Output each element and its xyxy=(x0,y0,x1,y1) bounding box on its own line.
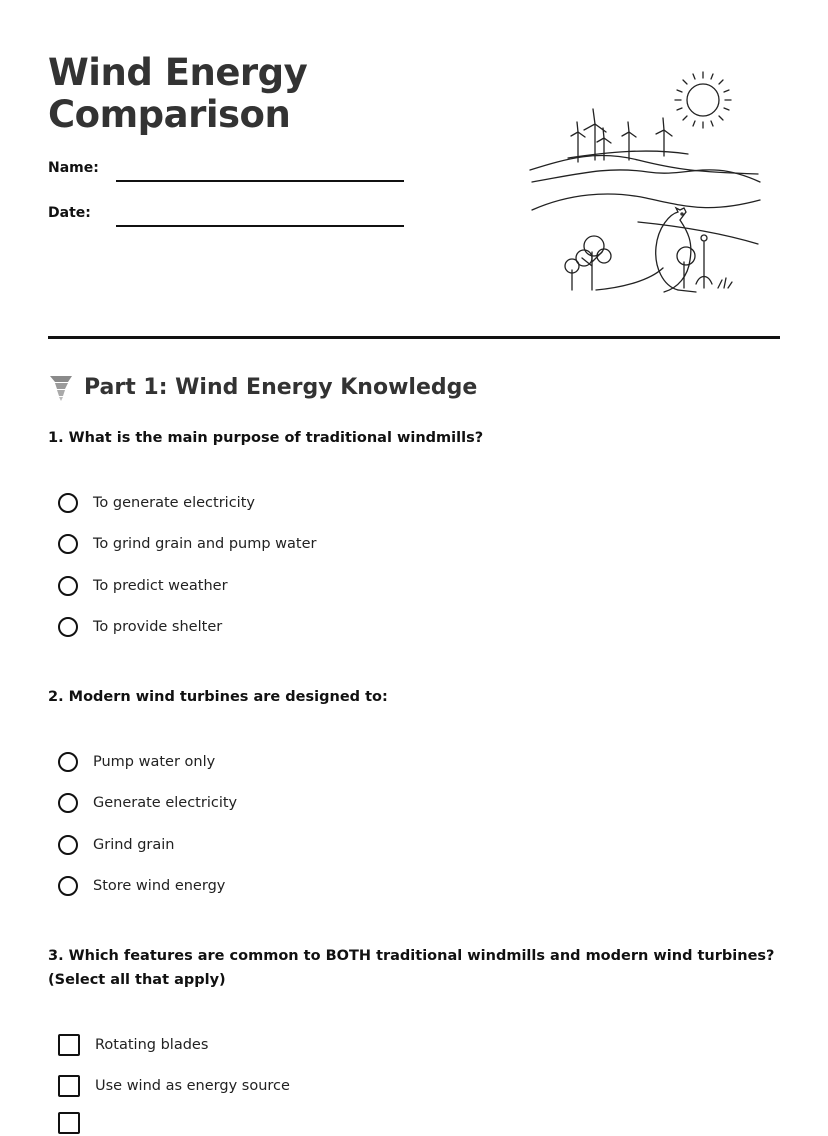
wind-turbines-icon xyxy=(571,109,672,162)
q2-option-3[interactable] xyxy=(58,832,175,858)
q1-option-3[interactable] xyxy=(58,573,228,599)
option-label: Generate electricity xyxy=(93,795,238,811)
q2-option-1[interactable] xyxy=(58,749,215,775)
worksheet-title xyxy=(48,52,307,136)
option-label: To provide shelter xyxy=(93,619,223,635)
sun-icon xyxy=(675,72,731,128)
kangaroo-icon xyxy=(596,208,696,292)
radio-button[interactable] xyxy=(58,617,78,637)
q1-option-2[interactable] xyxy=(58,531,316,557)
q1-option-4[interactable] xyxy=(58,614,222,640)
radio-button[interactable] xyxy=(58,493,78,513)
question-2: 2. Modern wind turbines are designed to: xyxy=(48,689,388,705)
q2-option-2[interactable] xyxy=(58,790,237,816)
q1-option-1[interactable] xyxy=(58,490,255,516)
checkbox[interactable] xyxy=(58,1034,80,1056)
landscape-illustration xyxy=(528,62,768,298)
radio-button[interactable] xyxy=(58,793,78,813)
q3-option-1[interactable] xyxy=(58,1032,208,1058)
option-label: Rotating blades xyxy=(95,1037,209,1053)
hills-icon xyxy=(530,151,760,244)
part-1-title: Part 1: Wind Energy Knowledge xyxy=(84,374,478,400)
q3-option-2[interactable] xyxy=(58,1073,290,1099)
trees-icon xyxy=(565,235,732,290)
date-field[interactable] xyxy=(116,225,404,227)
title-line-1: Wind Energy xyxy=(48,51,308,94)
option-label: To generate electricity xyxy=(93,495,255,511)
question-3: 3. Which features are common to BOTH traditional windmills and modern wind turbines? (Select all that apply) xyxy=(48,948,775,988)
option-label: Use wind as energy source xyxy=(95,1078,290,1094)
checkbox[interactable] xyxy=(58,1112,80,1134)
option-label: Store wind energy xyxy=(93,878,226,894)
radio-button[interactable] xyxy=(58,576,78,596)
date-label: Date: xyxy=(48,205,91,221)
question-1: 1. What is the main purpose of traditional windmills? xyxy=(48,430,484,446)
name-label: Name: xyxy=(48,160,99,176)
title-line-2: Comparison xyxy=(48,93,291,136)
radio-button[interactable] xyxy=(58,835,78,855)
name-field[interactable] xyxy=(116,180,404,182)
section-divider xyxy=(48,336,780,339)
q2-option-4[interactable] xyxy=(58,873,225,899)
option-label: To predict weather xyxy=(93,578,228,594)
part-1-heading xyxy=(48,372,477,402)
radio-button[interactable] xyxy=(58,752,78,772)
tornado-icon xyxy=(48,372,74,402)
radio-button[interactable] xyxy=(58,876,78,896)
q3-option-3-partial[interactable] xyxy=(58,1110,80,1136)
option-label: Pump water only xyxy=(93,754,216,770)
option-label: To grind grain and pump water xyxy=(93,536,317,552)
option-label: Grind grain xyxy=(93,837,175,853)
radio-button[interactable] xyxy=(58,534,78,554)
checkbox[interactable] xyxy=(58,1075,80,1097)
